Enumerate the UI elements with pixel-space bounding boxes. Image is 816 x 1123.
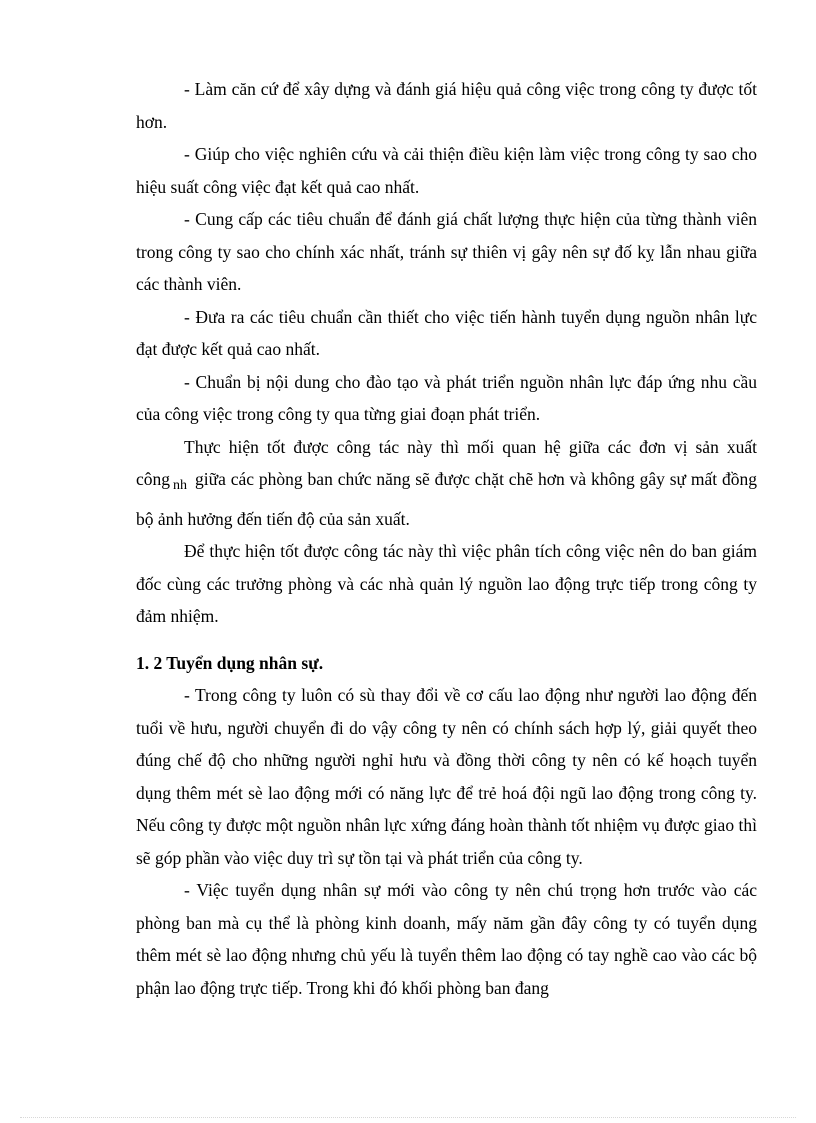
page-bottom-divider	[20, 1117, 796, 1118]
relation-text-after: giữa các phòng ban chức năng sẽ được chặt chẽ hơn và không gây sự mất đồng bộ ảnh hưởng đến tiến độ của sản xuất.	[136, 469, 757, 529]
paragraph-job-analysis: Để thực hiện tốt được công tác này thì việc phân tích công việc nên do ban giám đốc cùng các trưởng phòng và các nhà quản lý nguồn lao động trực tiếp trong công ty đảm nhiệm.	[136, 541, 757, 626]
paragraph-training-content: - Chuẩn bị nội dung cho đào tạo và phát triển nguồn nhân lực đáp ứng nhu cầu của công việc trong công ty qua từng giai đoạn phát triển.	[136, 371, 757, 424]
paragraph-staff-changes: - Trong công ty luôn có sù thay đổi về cơ cấu lao động như người lao động đến tuổi về hưu, người chuyển đi do vậy công ty nên có chính sách hợp lý, giải quyết theo đúng chế độ cho những người nghỉ hưu và đồng thời công ty nên có kế hoạch tuyển dụng thêm mét sè lao động mới có năng lực để trẻ hoá đội ngũ lao động trong công ty. Nếu công ty được một nguồn nhân lực xứng đáng hoàn thành tốt nhiệm vụ được giao thì sẽ góp phần vào việc duy trì sự tồn tại và phát triển của công ty.	[136, 685, 757, 868]
paragraph-new-recruitment: - Việc tuyển dụng nhân sự mới vào công ty nên chú trọng hơn trước vào các phòng ban mà cụ thể là phòng kinh doanh, mấy năm gần đây công ty có tuyển dụng thêm mét sè lao động nhưng chủ yếu là tuyển thêm lao động có tay nghề cao vào các bộ phận lao động trực tiếp. Trong khi đó khối phòng ban đang	[136, 880, 757, 998]
paragraph-working-conditions: - Giúp cho việc nghiên cứu và cải thiện điều kiện làm việc trong công ty sao cho hiệu suất công việc đạt kết quả cao nhất.	[136, 144, 757, 197]
paragraph-recruitment-standards: - Đưa ra các tiêu chuẩn cần thiết cho việc tiến hành tuyển dụng nguồn nhân lực đạt được kết quả cao nhất.	[136, 306, 757, 359]
paragraph-quality-standards: - Cung cấp các tiêu chuẩn để đánh giá chất lượng thực hiện của từng thành viên trong công ty sao cho chính xác nhất, tránh sự thiên vị gây nên sự đố kỵ lẫn nhau giữa các thành viên.	[136, 209, 757, 294]
document-page	[136, 73, 757, 1004]
paragraph-unit-relations	[136, 431, 757, 536]
relation-text-before: Thực hiện tốt được công tác này thì mối quan hệ giữa các đơn vị sản xuất công	[136, 436, 757, 489]
paragraph-work-evaluation: - Làm căn cứ để xây dựng và đánh giá hiệu quả công việc trong công ty được tốt hơn.	[136, 79, 757, 132]
relation-text-small: nh	[173, 478, 188, 493]
section-heading: 1. 2 Tuyển dụng nhân sự.	[136, 652, 324, 673]
